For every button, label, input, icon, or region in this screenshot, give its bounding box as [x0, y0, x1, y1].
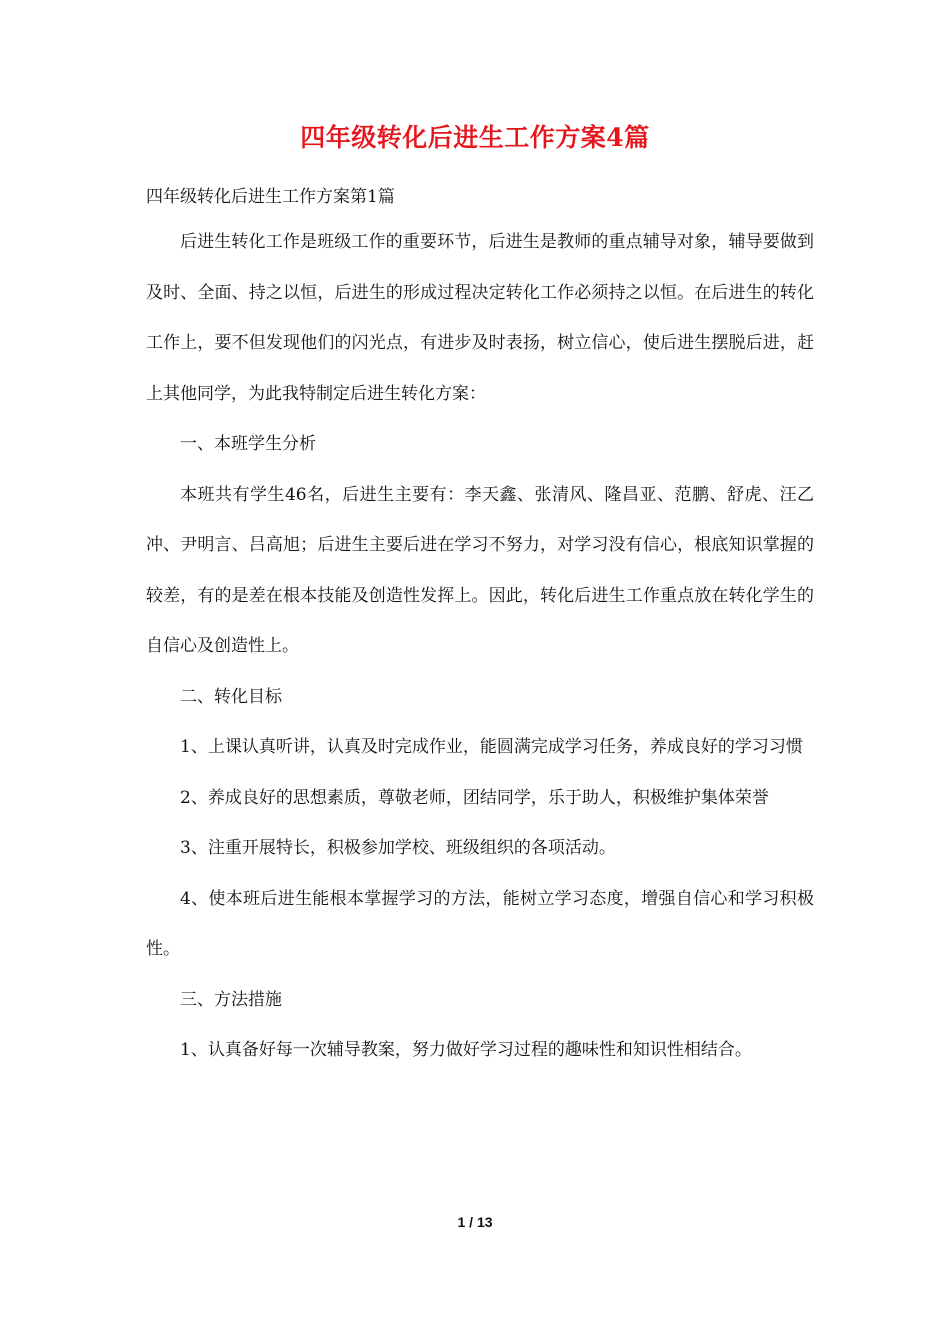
paragraph-student-analysis: 本班共有学生46名，后进生主要有：李天鑫、张清风、隆昌亚、范鹏、舒虎、汪乙冲、尹明言、吕高旭；后进生主要后进在学习不努力，对学习没有信心，根底知识掌握的较差，有的是差在根本技能及创造性发挥上。因此，转化后进生工作重点放在转化学生的自信心及创造性上。 — [146, 484, 814, 656]
document-body — [146, 177, 814, 1076]
section-heading-goals: 二、转化目标 — [180, 686, 282, 707]
method-item-1: 1、认真备好每一次辅导教案，努力做好学习过程的趣味性和知识性相结合。 — [180, 1040, 752, 1060]
goal-item-2: 2、养成良好的思想素质，尊敬老师，团结同学，乐于助人，积极维护集体荣誉 — [180, 787, 769, 808]
goal-item-3: 3、注重开展特长，积极参加学校、班级组织的各项活动。 — [180, 838, 616, 858]
section-heading-methods: 三、方法措施 — [180, 989, 282, 1010]
document-title: 四年级转化后进生工作方案4篇 — [300, 123, 650, 152]
goal-item-1: 1、上课认真听讲，认真及时完成作业，能圆满完成学习任务，养成良好的学习习惯 — [180, 737, 803, 757]
document-subtitle: 四年级转化后进生工作方案第1篇 — [146, 187, 395, 207]
goal-item-4: 4、使本班后进生能根本掌握学习的方法，能树立学习态度，增强自信心和学习积极性。 — [146, 888, 814, 959]
page-number: 1 / 13 — [457, 1214, 493, 1230]
paragraph-intro: 后进生转化工作是班级工作的重要环节，后进生是教师的重点辅导对象，辅导要做到及时、全面、持之以恒，后进生的形成过程决定转化工作必须持之以恒。在后进生的转化工作上，要不但发现他们的闪光点，有进步及时表扬，树立信心，使后进生摆脱后进，赶上其他同学，为此我特制定后进生转化方案： — [146, 232, 814, 404]
section-heading-student-analysis: 一、本班学生分析 — [180, 434, 316, 454]
